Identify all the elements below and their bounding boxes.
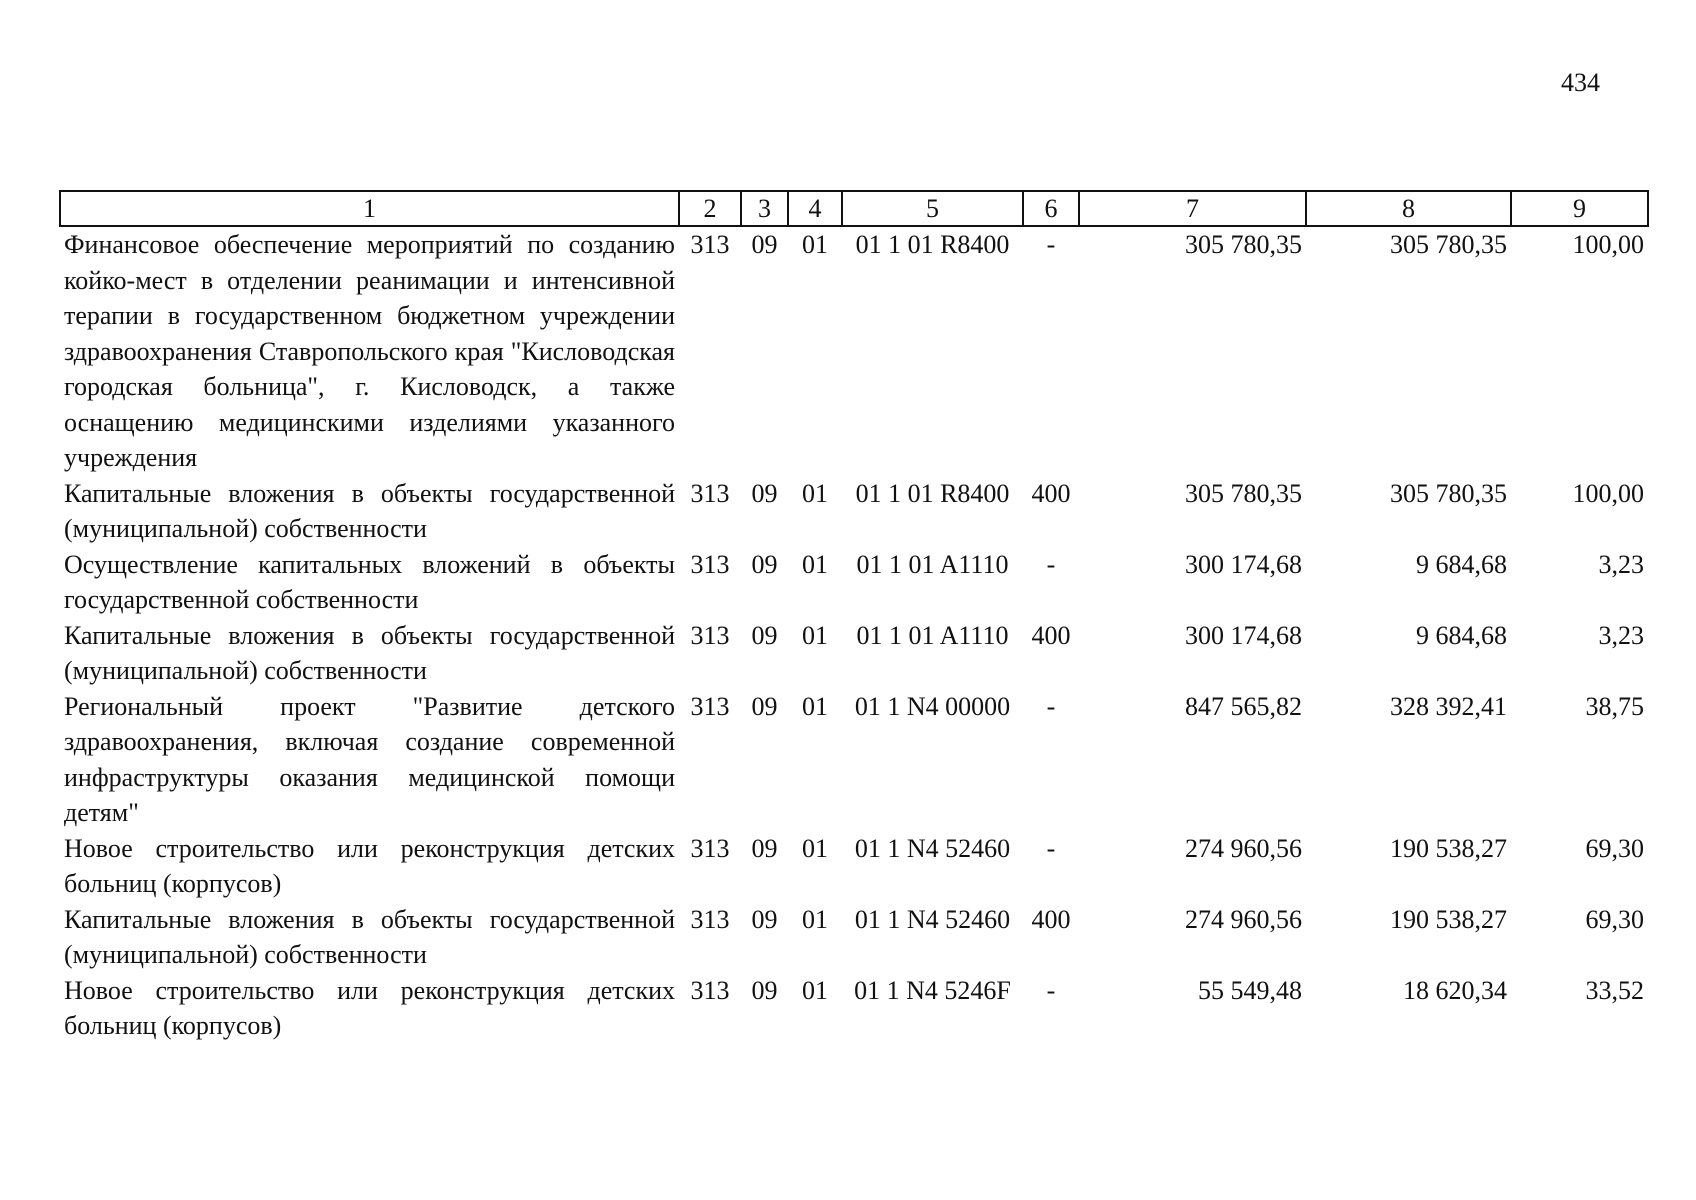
row-target-code: 01 1 N4 52460: [854, 904, 1011, 934]
row-ministry-code: 313: [690, 691, 730, 721]
row-expense-type: 400: [1031, 478, 1071, 508]
row-actual-amount: 18 620,34: [1403, 975, 1507, 1005]
row-subsection-code: 01: [802, 549, 828, 579]
row-section-code: 09: [751, 691, 778, 721]
row-target-code: 01 1 N4 00000: [854, 691, 1011, 721]
row-subsection-code: 01: [802, 478, 828, 508]
row-section-code: 09: [751, 904, 778, 934]
row-target-code: 01 1 01 R8400: [855, 478, 1010, 508]
row-expense-type: -: [1046, 691, 1056, 721]
column-header-9: 9: [1511, 191, 1648, 226]
budget-table: [59, 190, 1649, 1044]
row-subsection-code: 01: [802, 230, 828, 259]
row-percent: 69,30: [1585, 904, 1644, 934]
header-row: [60, 191, 1648, 226]
row-actual-amount: 305 780,35: [1390, 230, 1507, 259]
row-planned-amount: 274 960,56: [1185, 904, 1302, 934]
row-expense-type: -: [1046, 549, 1056, 579]
row-planned-amount: 300 174,68: [1185, 549, 1302, 579]
row-ministry-code: 313: [690, 478, 730, 508]
table-row: [60, 973, 1648, 1044]
page-number: 434: [1561, 68, 1600, 97]
row-target-code: 01 1 01 A1110: [856, 549, 1009, 579]
table-row: [60, 476, 1648, 547]
row-ministry-code: 313: [690, 975, 730, 1005]
row-name: Капитальные вложения в объекты государственной (муниципальной) собственности: [64, 620, 675, 685]
row-actual-amount: 9 684,68: [1416, 549, 1507, 579]
column-header-3: 3: [741, 191, 788, 226]
table-row: [60, 547, 1648, 618]
row-percent: 69,30: [1585, 833, 1644, 863]
row-target-code: 01 1 N4 5246F: [854, 975, 1011, 1005]
column-header-1: 1: [60, 191, 679, 226]
row-section-code: 09: [751, 833, 778, 863]
row-expense-type: -: [1046, 833, 1056, 863]
row-planned-amount: 274 960,56: [1185, 833, 1302, 863]
row-actual-amount: 190 538,27: [1390, 833, 1507, 863]
row-name: Капитальные вложения в объекты государственной (муниципальной) собственности: [64, 904, 675, 969]
row-percent: 100,00: [1572, 478, 1644, 508]
row-percent: 3,23: [1598, 549, 1644, 579]
row-section-code: 09: [751, 620, 778, 650]
row-subsection-code: 01: [802, 833, 828, 863]
table-row: [60, 689, 1648, 831]
row-planned-amount: 305 780,35: [1185, 230, 1302, 259]
row-ministry-code: 313: [690, 833, 730, 863]
row-actual-amount: 328 392,41: [1390, 691, 1507, 721]
column-header-2: 2: [679, 191, 741, 226]
row-expense-type: -: [1046, 975, 1056, 1005]
row-name: Новое строительство или реконструкция детских больниц (корпусов): [64, 975, 675, 1040]
column-header-4: 4: [788, 191, 842, 226]
row-ministry-code: 313: [690, 620, 730, 650]
row-subsection-code: 01: [802, 691, 828, 721]
table-body: [60, 226, 1648, 1044]
table-row: [60, 902, 1648, 973]
column-header-7: 7: [1079, 191, 1306, 226]
row-expense-type: -: [1046, 230, 1056, 259]
column-header-8: 8: [1306, 191, 1511, 226]
row-planned-amount: 300 174,68: [1185, 620, 1302, 650]
row-actual-amount: 190 538,27: [1390, 904, 1507, 934]
row-percent: 38,75: [1585, 691, 1644, 721]
row-section-code: 09: [751, 549, 778, 579]
row-subsection-code: 01: [802, 904, 828, 934]
row-ministry-code: 313: [690, 549, 730, 579]
row-ministry-code: 313: [690, 230, 730, 259]
table-row: [60, 226, 1648, 476]
row-section-code: 09: [751, 975, 778, 1005]
row-name: Капитальные вложения в объекты государственной (муниципальной) собственности: [64, 478, 675, 543]
row-planned-amount: 847 565,82: [1185, 691, 1302, 721]
row-subsection-code: 01: [802, 620, 828, 650]
row-section-code: 09: [751, 230, 778, 259]
table-row: [60, 831, 1648, 902]
row-target-code: 01 1 N4 52460: [854, 833, 1011, 863]
row-expense-type: 400: [1031, 620, 1071, 650]
row-percent: 100,00: [1572, 230, 1644, 259]
row-ministry-code: 313: [690, 904, 730, 934]
row-percent: 3,23: [1598, 620, 1644, 650]
row-actual-amount: 9 684,68: [1416, 620, 1507, 650]
row-percent: 33,52: [1585, 975, 1644, 1005]
row-expense-type: 400: [1031, 904, 1071, 934]
row-planned-amount: 305 780,35: [1185, 478, 1302, 508]
row-name: Осуществление капитальных вложений в объекты государственной собственности: [64, 549, 675, 614]
row-planned-amount: 55 549,48: [1198, 975, 1302, 1005]
row-actual-amount: 305 780,35: [1390, 478, 1507, 508]
row-name: Региональный проект "Развитие детского здравоохранения, включая создание современной инфраструктуры оказания медицинской помощи детям": [64, 691, 675, 827]
row-name: Новое строительство или реконструкция детских больниц (корпусов): [64, 833, 675, 898]
row-name: Финансовое обеспечение мероприятий по созданию койко-мест в отделении реанимации и интенсивной терапии в государственном бюджетном учреждении здравоохранения Ставропольского края "Кисловодская городская больница", г. Кисловодск, а также оснащению медицинскими изделиями указанного учреждения: [64, 230, 675, 472]
table-header: [60, 191, 1648, 226]
row-subsection-code: 01: [802, 975, 828, 1005]
row-target-code: 01 1 01 R8400: [855, 230, 1010, 259]
column-header-5: 5: [842, 191, 1023, 226]
table-row: [60, 618, 1648, 689]
column-header-6: 6: [1023, 191, 1079, 226]
row-section-code: 09: [751, 478, 778, 508]
row-target-code: 01 1 01 A1110: [856, 620, 1009, 650]
